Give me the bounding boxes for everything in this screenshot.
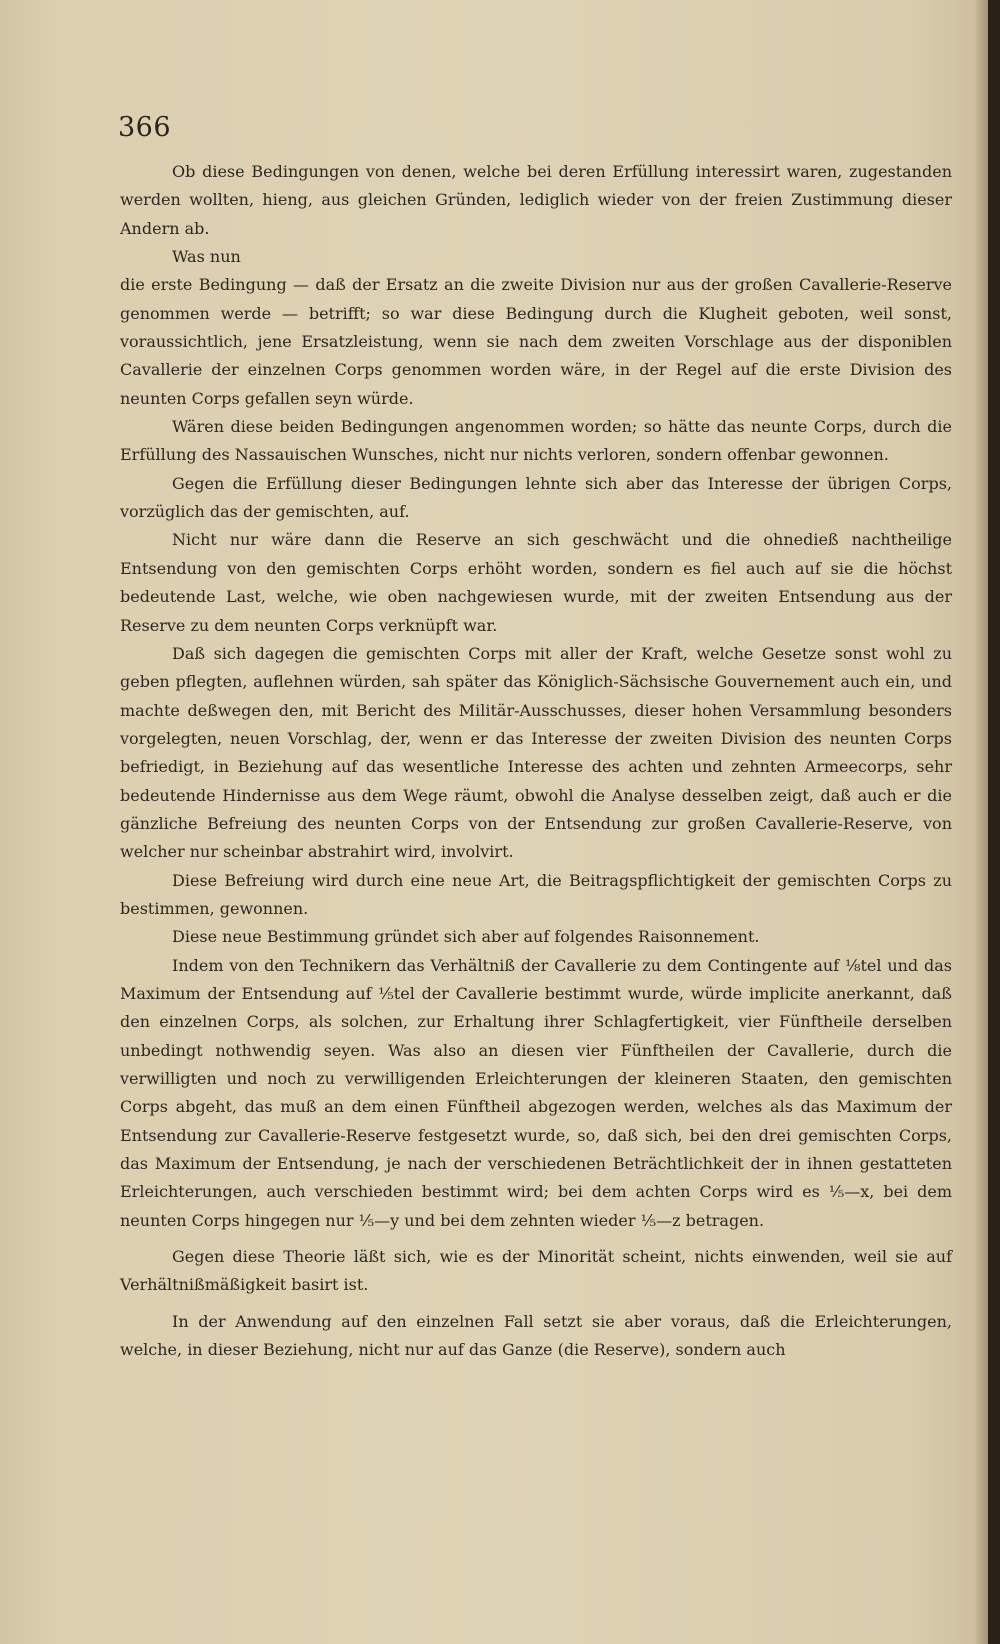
paragraph-lead: Was nun xyxy=(172,247,241,267)
paragraph: Diese Befreiung wird durch eine neue Art, die Beitragspflichtigkeit der gemischten Corps zu bestimmen, gewonnen. xyxy=(120,870,952,918)
page-number: 366 xyxy=(118,112,172,143)
paragraph: Diese neue Bestimmung gründet sich aber auf folgendes Raisonnement. xyxy=(172,927,760,947)
paragraph: Ob diese Bedingungen von denen, welche bei deren Erfüllung interessirt waren, zugestanden werden wollten, hieng, aus gleichen Gründen, lediglich wieder von der freien Zustimmung dieser Andern ab. xyxy=(120,162,952,238)
paragraph: Gegen diese Theorie läßt sich, wie es der Minorität scheint, nichts einwenden, weil sie auf Verhältnißmäßigkeit basirt ist. xyxy=(120,1247,952,1295)
paragraph: Gegen die Erfüllung dieser Bedingungen lehnte sich aber das Interesse der übrigen Corps, vorzüglich das der gemischten, auf. xyxy=(120,473,952,522)
paragraph: In der Anwendung auf den einzelnen Fall setzt sie aber voraus, daß die Erleichterungen, welche, in dieser Beziehung, nicht nur auf das Ganze (die Reserve), sondern auch xyxy=(120,1311,952,1360)
paragraph: die erste Bedingung — daß der Ersatz an die zweite Division nur aus der großen Cavallerie-Reserve genommen werde — betrifft; so war diese Bedingung durch die Klugheit geboten, weil sonst, voraussichtlich, jene Ersatzleistung, wenn sie nach dem zweiten Vorschlage aus der disponiblen Cavallerie der einzelnen Corps genommen worden wäre, in der Regel auf die erste Division des neunten Corps gefallen seyn würde. xyxy=(120,275,952,408)
paragraph: Indem von den Technikern das Verhältniß der Cavallerie zu dem Contingente auf ⅛tel und das Maximum der Entsendung auf ⅕tel der Cavallerie bestimmt wurde, würde implicite anerkannt, daß den einzelnen Corps, als solchen, zur Erhaltung ihrer Schlagfertigkeit, vier Fünftheile derselben unbedingt nothwendig seyen. Was also an diesen vier Fünftheilen der Cavallerie, durch die verwilligten und noch zu verwilligenden Erleichterungen der kleineren Staaten, den gemischten Corps abgeht, das muß an dem einen Fünftheil abgezogen werden, welches als das Maximum der Entsendung zur Cavallerie-Reserve festgesetzt wurde, so, daß sich, bei den drei gemischten Corps, das Maximum der Entsendung, je nach der verschiedenen Beträchtlichkeit der in ihnen gestatteten Erleichterungen, auch verschieden bestimmt wird; bei dem achten Corps wird es ⅕—x, bei dem neunten Corps hingegen nur ⅕—y und bei dem zehnten wieder ⅕—z betragen. xyxy=(120,955,952,1230)
paragraph: Nicht nur wäre dann die Reserve an sich geschwächt und die ohnedieß nachtheilige Entsendung von den gemischten Corps erhöht worden, sondern es fiel auch auf sie die höchst bedeutende Last, welche, wie oben nachgewiesen wurde, mit der zweiten Entsendung aus der Reserve zu dem neunten Corps verknüpft war. xyxy=(120,530,952,635)
paragraph: Daß sich dagegen die gemischten Corps mit aller der Kraft, welche Gesetze sonst wohl zu geben pflegten, auflehnen würden, sah später das Königlich-Sächsische Gouvernement auch ein, und machte deßwegen den, mit Bericht des Militär-Ausschusses, dieser hohen Versammlung besonders vorgelegten, neuen Vorschlag, der, wenn er das Interesse der zweiten Division des neunten Corps befriedigt, in Beziehung auf das wesentliche Interesse des achten und zehnten Armeecorps, sehr bedeutende Hindernisse aus dem Wege räumt, obwohl die Analyse desselben zeigt, daß auch er die gänzliche Befreiung des neunten Corps von der Entsendung zur großen Cavallerie-Reserve, von welcher nur scheinbar abstrahirt wird, involvirt. xyxy=(120,643,952,862)
body-text xyxy=(120,158,952,1364)
paragraph: Wären diese beiden Bedingungen angenommen worden; so hätte das neunte Corps, durch die Erfüllung des Nassauischen Wunsches, nicht nur nichts verloren, sondern offenbar gewonnen. xyxy=(120,417,952,465)
